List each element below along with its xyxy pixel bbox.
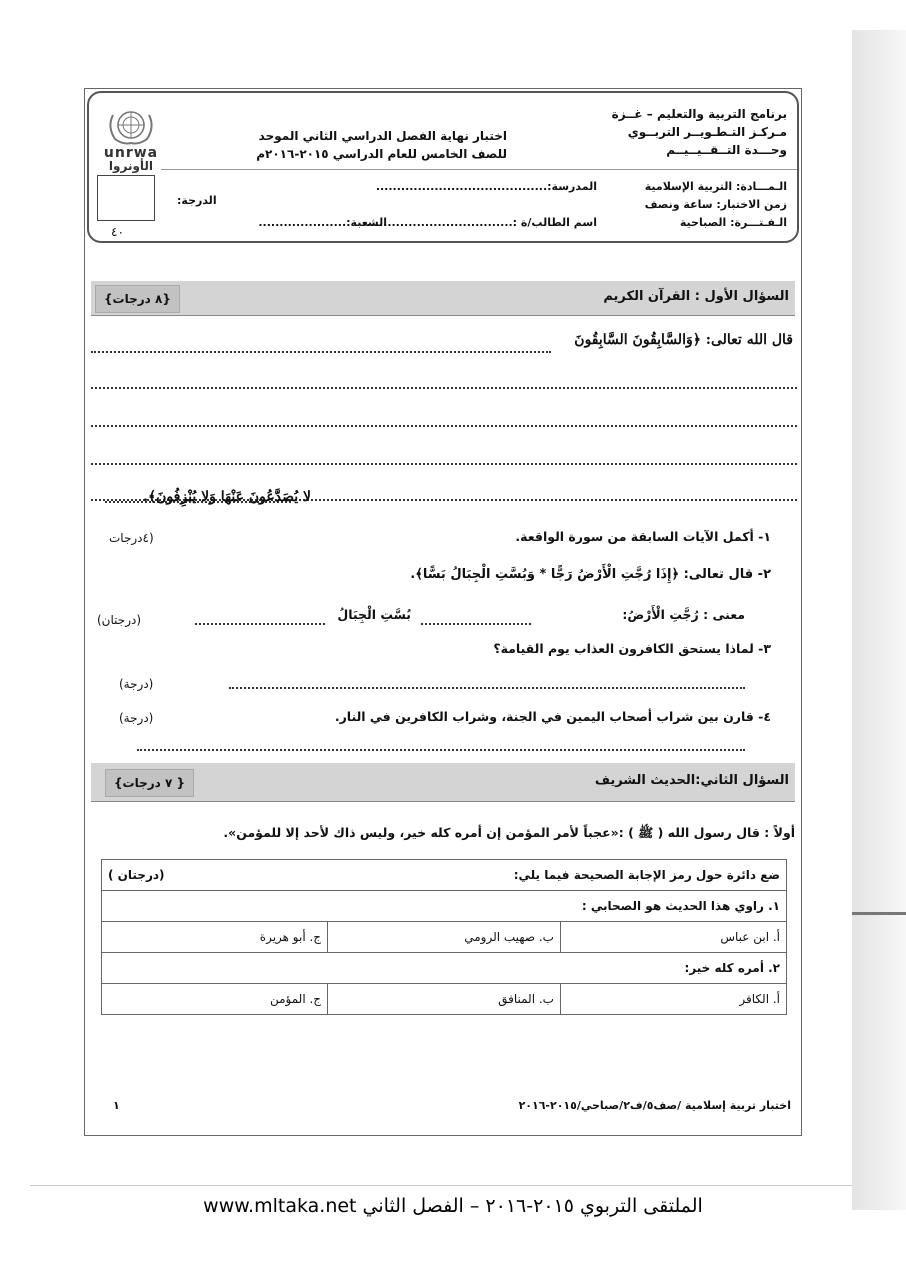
org-line-1: برنامج التربية والتعليم – غــزة bbox=[611, 107, 787, 121]
hadith-text: أولاً : قال رسول الله ( ﷺ ) :«عجباً لأمر المؤمن إن أمره كله خير، وليس ذاك لأحد إلا للمؤمن». bbox=[223, 825, 795, 840]
page-edge bbox=[852, 30, 906, 1210]
exam-code: اختبار تربية إسلامية /صف٥/ف٢/صباحي/٢٠١٥-٢٠١٦ bbox=[518, 1099, 791, 1112]
un-emblem-icon bbox=[99, 105, 163, 147]
table-row bbox=[102, 891, 787, 922]
school-field[interactable]: المدرسة:......................................... bbox=[375, 180, 597, 193]
answer-line[interactable] bbox=[195, 623, 325, 625]
q1-item-3: ٣- لماذا يستحق الكافرون العذاب يوم القيامة؟ bbox=[493, 641, 771, 656]
q1-item-3-marks: (درجة) bbox=[119, 677, 154, 691]
q1-item-2: ٢- قال تعالى: ﴿إِذَا رُجَّتِ الْأَرْضُ رَجًّا * وَبُسَّتِ الْجِبَالُ بَسًّا﴾. bbox=[410, 567, 771, 582]
mcq-question-1: ١. راوي هذا الحديث هو الصحابي : bbox=[102, 891, 787, 922]
answer-line[interactable] bbox=[91, 425, 797, 427]
q2-marks: { ٧ درجات} bbox=[105, 769, 194, 797]
org-line-3: وحـــدة التــقــيــيــم bbox=[666, 143, 787, 157]
site-watermark: الملتقى التربوي ٢٠١٥-٢٠١٦ – الفصل الثاني www.mltaka.net bbox=[203, 1195, 703, 1217]
mcq-instruction: ضع دائرة حول رمز الإجابة الصحيحة فيما يلي: bbox=[328, 860, 787, 891]
mcq-option[interactable]: ب. صهيب الرومي bbox=[328, 922, 561, 953]
mcq-option[interactable]: أ. ابن عباس bbox=[560, 922, 786, 953]
q1-item-4-marks: (درجة) bbox=[119, 711, 154, 725]
mcq-option[interactable]: أ. الكافر bbox=[560, 984, 786, 1015]
q1-item-4: ٤- قارن بين شراب أصحاب اليمين في الجنة، وشراب الكافرين في النار. bbox=[334, 709, 771, 724]
q2-header bbox=[91, 763, 795, 802]
mcq-option[interactable]: ج. أبو هريرة bbox=[102, 922, 328, 953]
subject-field: الـمـــادة: التربية الإسلامية bbox=[644, 180, 787, 193]
student-name-field[interactable]: اسم الطالب/ة :.................................... bbox=[362, 216, 597, 229]
answer-line[interactable] bbox=[91, 463, 797, 465]
meaning-second: بُسَّتِ الْجِبَالُ bbox=[337, 607, 411, 622]
q2-title: السؤال الثاني:الحديث الشريف bbox=[594, 773, 789, 788]
answer-line[interactable] bbox=[91, 387, 797, 389]
grade-label: الدرجة: bbox=[177, 194, 217, 207]
meaning-label: معنى : رُجَّتِ الْأَرْضُ: bbox=[622, 607, 745, 622]
score-box[interactable] bbox=[97, 175, 155, 221]
page-number: ١ bbox=[113, 1099, 120, 1112]
total-marks: ٤٠ bbox=[111, 225, 124, 239]
mcq-option[interactable]: ج. المؤمن bbox=[102, 984, 328, 1015]
exam-title: اختبار نهاية الفصل الدراسي الثاني الموحد bbox=[258, 129, 507, 143]
q1-verse-intro: قال الله تعالى: ﴿وَالسَّابِقُونَ السَّابِقُونَ bbox=[574, 332, 793, 348]
header-divider bbox=[161, 169, 797, 170]
bottom-rule bbox=[30, 1185, 852, 1186]
table-row bbox=[102, 984, 787, 1015]
q1-item-1-marks: (٤درجات bbox=[109, 531, 154, 545]
exam-header bbox=[87, 91, 799, 243]
answer-line[interactable] bbox=[421, 623, 531, 625]
table-row bbox=[102, 922, 787, 953]
q1-header bbox=[91, 281, 795, 316]
unrwa-logo bbox=[99, 105, 163, 173]
logo-text: unrwa bbox=[103, 145, 159, 161]
answer-line[interactable] bbox=[137, 749, 745, 751]
duration-field: زمن الاختبار: ساعة ونصف bbox=[644, 198, 787, 211]
q1-title: السؤال الأول : القرآن الكريم bbox=[603, 289, 789, 304]
mcq-instruction-marks: (درجتان ) bbox=[102, 860, 328, 891]
mcq-option[interactable]: ب. المنافق bbox=[328, 984, 561, 1015]
q1-verse-end: لا يُصَدَّعُونَ عَنْهَا وَلا يُنْزِفُونَ﴾. bbox=[143, 489, 311, 505]
section-field[interactable]: الشعبة:..................... bbox=[258, 216, 387, 229]
exam-sheet bbox=[84, 88, 802, 1136]
mcq-question-2: ٢. أمره كله خير: bbox=[102, 953, 787, 984]
org-line-2: مـركـز التـطـويــر التربــوي bbox=[627, 125, 787, 139]
table-row bbox=[102, 860, 787, 891]
exam-grade: للصف الخامس للعام الدراسي ٢٠١٥-٢٠١٦م bbox=[256, 147, 507, 161]
period-field: الـفـتـــرة: الصباحية bbox=[679, 216, 787, 229]
page-edge-mark bbox=[852, 912, 906, 915]
q1-item-1: ١- أكمل الآيات السابقة من سورة الواقعة. bbox=[515, 529, 771, 544]
logo-text-arabic: الأونروا bbox=[108, 159, 154, 173]
answer-line[interactable] bbox=[229, 687, 745, 689]
table-row bbox=[102, 953, 787, 984]
q1-item-2-marks: (درجتان) bbox=[97, 613, 142, 627]
answer-line[interactable] bbox=[91, 351, 551, 353]
q1-marks: {٨ درجات} bbox=[95, 285, 180, 313]
mcq-table bbox=[101, 859, 787, 1015]
